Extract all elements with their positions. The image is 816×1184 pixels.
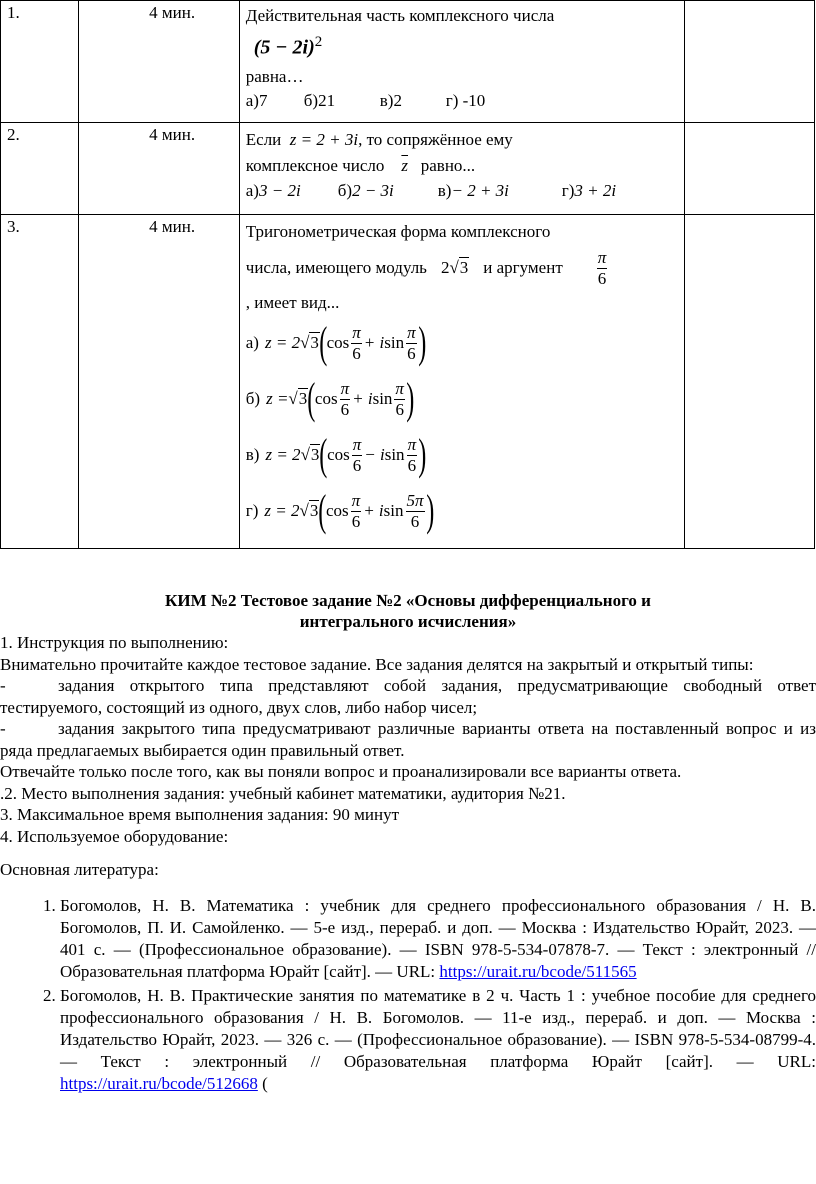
list-dash: - <box>0 676 6 695</box>
option-label: в) <box>437 181 452 200</box>
fraction-denominator: 6 <box>597 268 607 288</box>
fraction-denominator: 6 <box>352 455 362 475</box>
right-paren: ) <box>418 430 427 479</box>
fraction <box>351 491 362 532</box>
func-cos: cos <box>326 501 349 520</box>
question-line: равна… <box>245 66 304 86</box>
question-line: , имеет вид... <box>245 293 340 312</box>
fraction <box>407 435 418 476</box>
question-word: , то сопряжённое ему <box>358 130 513 149</box>
func-cos: cos <box>327 445 350 464</box>
question-line <box>246 245 678 291</box>
option-label: б) <box>337 181 353 200</box>
list-dash: - <box>0 719 6 738</box>
radicand: 3 <box>310 445 320 464</box>
literature-item <box>60 895 816 983</box>
option-lhs: z = 2 <box>265 445 301 464</box>
fraction-denominator: 6 <box>352 343 361 363</box>
fraction-numerator: π <box>352 434 362 454</box>
question-time: 4 мин. <box>79 215 240 549</box>
instruction-closed-type <box>0 718 816 761</box>
func-cos: cos <box>314 389 338 408</box>
fraction-numerator: π <box>351 490 361 510</box>
question-word: Если <box>245 130 282 149</box>
left-paren: ( <box>307 374 316 423</box>
radicand: 3 <box>459 258 469 277</box>
literature-text: Богомолов, Н. В. Практические занятия по математике в 2 ч. Часть 1 : учебное пособие для среднего профессионального образования / Н. В. Богомолов. — 11-е изд., перераб. и доп. — Москва : Издательство Юрайт, 2023. — 326 с. — (Профессиональное образование). — ISBN 978-5-534-08799-4. — Текст : электронный // Образовательная платформа Юрайт [сайт]. — URL: <box>60 986 816 1071</box>
exponent: 2 <box>314 34 323 50</box>
option-lhs: z = 2 <box>264 501 300 520</box>
fraction-numerator: π <box>407 434 417 454</box>
option-label: а) <box>245 181 259 200</box>
func-sin: sin <box>384 445 405 464</box>
question-number: 3. <box>1 215 79 549</box>
modulus <box>441 258 469 278</box>
fraction <box>406 491 425 532</box>
right-paren: ) <box>406 374 415 423</box>
func-sin: sin <box>372 389 393 408</box>
right-paren: ) <box>417 318 426 367</box>
fraction <box>351 323 362 364</box>
complex-expression: (5 − 2i) <box>253 36 315 59</box>
answer-options <box>246 179 678 203</box>
answer-option <box>246 371 678 427</box>
literature-list <box>0 895 816 1095</box>
fraction <box>340 379 351 420</box>
fraction-numerator: π <box>395 378 404 398</box>
question-expression <box>254 29 678 61</box>
literature-item <box>60 985 816 1095</box>
answer-option <box>562 179 616 203</box>
empty-cell <box>684 215 814 549</box>
literature-link[interactable]: https://urait.ru/bcode/511565 <box>439 962 637 981</box>
answer-option <box>246 179 338 203</box>
answer-option <box>246 483 678 539</box>
instruction-open-type <box>0 675 816 718</box>
option-label: г) <box>245 501 259 520</box>
answer-option: г) -10 <box>445 90 486 110</box>
question-word: комплексное число <box>245 156 385 175</box>
document-body <box>0 590 816 1097</box>
fraction-numerator: π <box>597 247 607 267</box>
answer-option: б)21 <box>303 90 336 110</box>
option-label: в) <box>245 445 260 464</box>
fraction-denominator: 6 <box>407 343 416 363</box>
func-sin: sin <box>384 333 405 352</box>
operator: + i <box>363 333 385 352</box>
math-expression: z = 2 + 3i <box>289 130 359 149</box>
question-text <box>239 123 684 215</box>
fraction-denominator: 6 <box>395 399 404 419</box>
option-lhs: z = 2 <box>264 333 301 352</box>
question-text <box>239 215 684 549</box>
fraction <box>352 435 363 476</box>
question-word: равно... <box>420 156 476 175</box>
answer-options <box>246 89 678 113</box>
section-title-line-2: интегрального исчисления» <box>299 612 517 631</box>
fraction-denominator: 6 <box>340 399 350 419</box>
left-paren: ( <box>319 318 328 367</box>
fraction-numerator: π <box>352 322 361 342</box>
right-paren: ) <box>425 486 434 535</box>
question-number: 2. <box>1 123 79 215</box>
place-line: .2. Место выполнения задания: учебный кабинет математики, аудитория №21. <box>0 783 566 803</box>
question-row-2 <box>1 123 815 215</box>
func-cos: cos <box>326 333 350 352</box>
literature-heading: Основная литература: <box>0 860 159 879</box>
func-sin: sin <box>383 501 404 520</box>
section-title-line-1: КИМ №2 Тестовое задание №2 «Основы дифференциального и <box>165 591 651 610</box>
answer-option <box>338 179 438 203</box>
option-label: а) <box>245 333 259 352</box>
fraction-numerator: π <box>407 322 416 342</box>
question-word: и аргумент <box>483 258 563 277</box>
question-line <box>246 127 678 153</box>
questions-table <box>0 0 815 549</box>
time-line: 3. Максимальное время выполнения задания: 90 минут <box>0 805 400 824</box>
sqrt-sign: √3 <box>300 333 319 352</box>
answer-option: а)7 <box>245 90 268 110</box>
left-paren: ( <box>319 430 328 479</box>
answer-option <box>246 315 678 371</box>
instruction-heading: 1. Инструкция по выполнению: <box>0 633 229 652</box>
fraction <box>394 379 405 420</box>
fraction-numerator: π <box>340 378 350 398</box>
sqrt-sign: √3 <box>300 445 320 464</box>
question-row-1 <box>1 1 815 123</box>
fraction <box>406 323 417 364</box>
literature-text: Богомолов, Н. В. Математика : учебник для среднего профессионального образования / Н. В. Богомолов, П. И. Самойленко. — 5-е изд., перераб. и доп. — Москва : Издательство Юрайт, 2023. — 401 с. — (Профессиональное образование). — ISBN 978-5-534-07878-7. — Текст : электронный // Образовательная платформа Юрайт [сайт]. — URL: <box>60 896 816 981</box>
radicand: 3 <box>310 333 319 352</box>
instruction-paragraph: Внимательно прочитайте каждое тестовое задание. Все задания делятся на закрытый и открытый типы: <box>0 654 754 674</box>
literature-link[interactable]: https://urait.ru/bcode/512668 <box>60 1074 258 1093</box>
instruction-text: задания открытого типа представляют собой задания, предусматривающие свободный ответ тестируемого, состоящий из одного, двух слов, либо набор чисел; <box>0 676 816 717</box>
fraction-numerator: 5π <box>406 490 424 510</box>
answer-option: в)2 <box>379 90 402 110</box>
option-expression: − 2 + 3i <box>451 181 509 200</box>
instruction-text: задания закрытого типа предусматривают различные варианты ответа на поставленный вопрос и из ряда предлагаемых выбирается один правильный ответ. <box>0 719 816 760</box>
sqrt-sign: √3 <box>449 258 469 277</box>
question-number: 1. <box>1 1 79 123</box>
question-line: Действительная часть комплексного числа <box>245 6 555 25</box>
radicand: 3 <box>309 501 319 520</box>
radicand: 3 <box>298 389 308 408</box>
question-word: числа, имеющего модуль <box>245 258 427 277</box>
question-line: Тригонометрическая форма комплексного <box>245 222 551 241</box>
fraction-denominator: 6 <box>351 511 361 531</box>
empty-cell <box>684 1 814 123</box>
option-expression: 3 + 2i <box>574 181 617 200</box>
sqrt-sign: √3 <box>299 501 319 520</box>
modulus-coef: 2 <box>440 258 450 277</box>
operator: + i <box>352 389 373 408</box>
instruction-paragraph: Отвечайте только после того, как вы поняли вопрос и проанализировали все варианты ответа. <box>0 762 682 781</box>
empty-cell <box>684 123 814 215</box>
answer-option <box>246 427 678 483</box>
sqrt-sign: √3 <box>288 389 308 408</box>
question-time: 4 мин. <box>79 1 240 123</box>
question-time: 4 мин. <box>79 123 240 215</box>
question-text <box>239 1 684 123</box>
answer-option <box>438 179 562 203</box>
fraction-denominator: 6 <box>407 455 417 475</box>
conjugate-z: $\overline{z}$ <box>401 156 409 175</box>
literature-text: ( <box>257 1074 268 1093</box>
operator: − i <box>364 445 385 464</box>
option-expression: 3 − 2i <box>258 181 301 200</box>
option-expression: 2 − 3i <box>352 181 394 200</box>
argument-fraction <box>597 248 608 289</box>
question-row-3 <box>1 215 815 549</box>
option-label: б) <box>245 389 261 408</box>
option-lhs: z = <box>266 389 289 408</box>
question-line <box>246 153 678 179</box>
option-label: г) <box>561 181 575 200</box>
fraction-denominator: 6 <box>406 511 425 532</box>
operator: + i <box>363 501 384 520</box>
left-paren: ( <box>318 486 327 535</box>
equipment-line: 4. Используемое оборудование: <box>0 826 229 846</box>
